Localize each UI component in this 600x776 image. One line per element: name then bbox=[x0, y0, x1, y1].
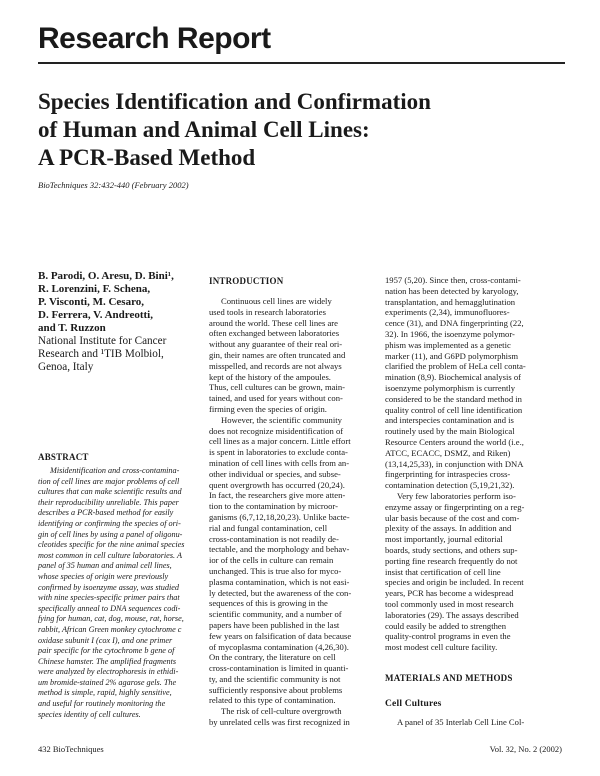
text-line: firming even the species of origin. bbox=[209, 403, 327, 414]
paragraph bbox=[209, 296, 379, 415]
text-line: nation has been detected by karyology, bbox=[385, 285, 519, 296]
abstract-line: and useful for routinely monitoring the bbox=[38, 699, 166, 709]
text-line: mination (8,9). Biochemical analysis of bbox=[385, 372, 522, 383]
text-line: On the contrary, the literature on cell bbox=[209, 652, 336, 663]
text-line: (13,14,25,33), in conjunction with DNA bbox=[385, 458, 524, 469]
affiliation-line: Genoa, Italy bbox=[38, 361, 94, 373]
text-line: isoenzyme polymorphism is currently bbox=[385, 382, 516, 393]
text-line: cence (31), and DNA fingerprinting (22, bbox=[385, 318, 524, 329]
introduction-heading: INTRODUCTION bbox=[209, 276, 284, 286]
page-footer-right: Vol. 32, No. 2 (2002) bbox=[489, 744, 562, 754]
abstract-line: pair specific for the cytochrome b gene of bbox=[38, 646, 175, 656]
author-line: D. Ferrera, V. Andreotti, bbox=[38, 309, 153, 321]
author-list bbox=[38, 270, 203, 335]
text-line: cross-contamination is limited in quanti- bbox=[209, 663, 349, 674]
title-line: Species Identification and Confirmation bbox=[38, 89, 431, 114]
abstract-line: cleotides specific for the nine animal species bbox=[38, 540, 185, 550]
text-line: few years on falsification of data because bbox=[209, 630, 352, 641]
methods-heading: MATERIALS AND METHODS bbox=[385, 673, 513, 683]
abstract-line: confirmed by isoenzyme assay, was studied bbox=[38, 582, 179, 592]
abstract-line: method is simple, rapid, highly sensitive, bbox=[38, 688, 172, 698]
page-footer-left: 432 BioTechniques bbox=[38, 744, 104, 754]
author-line: P. Visconti, M. Cesaro, bbox=[38, 296, 145, 308]
author-line: R. Lorenzini, F. Schena, bbox=[38, 283, 151, 295]
title-line: A PCR-Based Method bbox=[38, 145, 256, 170]
column-right bbox=[385, 275, 563, 653]
abstract-line: um bromide-stained 2% agarose gels. The bbox=[38, 677, 177, 687]
text-line: porting fine research frequently do not bbox=[385, 555, 518, 566]
text-line: fingerprinting for intraspecies cross- bbox=[385, 469, 511, 480]
text-line: tectable, and the morphology and behav- bbox=[209, 544, 350, 555]
author-line: and T. Ruzzon bbox=[38, 322, 106, 334]
text-line: In fact, the researchers give more atten- bbox=[209, 490, 346, 501]
text-line: kept of the history of the ampoules. bbox=[209, 371, 331, 382]
abstract-line: whose species of origin were previously bbox=[38, 571, 169, 581]
abstract-line: species identity of cell cultures. bbox=[38, 709, 141, 719]
text-line: boards, study sections, and others sup- bbox=[385, 544, 518, 555]
text-line: most importantly, journal editorial bbox=[385, 534, 503, 545]
text-line: without any guarantee of their real ori- bbox=[209, 339, 343, 350]
text-line: ganisms (6,7,12,18,20,23). Unlike bacte- bbox=[209, 511, 350, 522]
methods-text-line: A panel of 35 Interlab Cell Line Col- bbox=[397, 717, 525, 727]
text-line: mination of cell lines with cells from an- bbox=[209, 457, 350, 468]
text-line: around the world. These cell lines are bbox=[209, 317, 338, 328]
text-line: species and origin be included. In recent bbox=[385, 577, 524, 588]
text-line: clarified the problem of HeLa cell conta- bbox=[385, 361, 526, 372]
citation: BioTechniques 32:432-440 (February 2002) bbox=[38, 180, 189, 190]
text-line: marker (11), and G6PD polymorphism bbox=[385, 350, 519, 361]
paragraph bbox=[385, 491, 563, 653]
text-line: and interspecies contamination and is bbox=[385, 415, 514, 426]
abstract-line: identifying or confirming the species of ori- bbox=[38, 518, 181, 528]
text-line: misspelled, and records are not always bbox=[209, 360, 342, 371]
text-line: sufficiently responsive about problems bbox=[209, 684, 343, 695]
text-line: rial and fungal contamination, cell bbox=[209, 522, 328, 533]
abstract-line: rabbit, African Green monkey cytochrome c bbox=[38, 624, 182, 634]
paragraph bbox=[385, 275, 563, 491]
text-line: plexity of the assays. In addition and bbox=[385, 523, 512, 534]
text-line: cell lines as a major concern. Little effort bbox=[209, 436, 351, 447]
text-line: laboratories (29). The assays described bbox=[385, 609, 519, 620]
abstract-line: tion of cell lines are major problems of cell bbox=[38, 476, 180, 486]
text-line: quent overgrowth has occurred (20,24). bbox=[209, 479, 345, 490]
affiliation bbox=[38, 335, 203, 374]
abstract-line: describes a PCR-based method for easily bbox=[38, 508, 174, 518]
author-line: B. Parodi, O. Aresu, D. Bini¹, bbox=[38, 270, 174, 282]
paper-title bbox=[38, 88, 558, 172]
text-line: tion to the contamination by microor- bbox=[209, 501, 338, 512]
text-line: plasma contamination, which is not easi- bbox=[209, 576, 350, 587]
text-line: enzyme assay or fingerprinting on a reg- bbox=[385, 501, 525, 512]
text-line: cross-contamination is not readily de- bbox=[209, 533, 339, 544]
text-line: ATCC, ECACC, DSMZ, and Riken) bbox=[385, 447, 511, 458]
text-line: ly detected, but the awareness of the con- bbox=[209, 587, 352, 598]
text-line: other individual or species, and subse- bbox=[209, 468, 341, 479]
abstract-line: panel of 35 human and animal cell lines, bbox=[38, 561, 172, 571]
text-line: quality-control programs in even the bbox=[385, 631, 511, 642]
text-line: of mycoplasma contamination (4,26,30). bbox=[209, 641, 349, 652]
text-line: sequences of this is growing in the bbox=[209, 598, 328, 609]
text-line: Thus, cell cultures can be grown, main- bbox=[209, 382, 346, 393]
title-line: of Human and Animal Cell Lines: bbox=[38, 117, 370, 142]
text-line: scientific community, and a number of bbox=[209, 609, 342, 620]
text-line: gin, their names are often truncated and bbox=[209, 349, 346, 360]
text-line: most modest cell culture facility. bbox=[385, 642, 498, 653]
text-line: could easily be added to strengthen bbox=[385, 620, 506, 631]
abstract-line: most common in cell culture laboratories. A bbox=[38, 550, 182, 560]
text-line: 32). In 1966, the isoenzyme polymor- bbox=[385, 328, 515, 339]
text-line: tained, and used for years without con- bbox=[209, 393, 343, 404]
text-line: related to this type of contamination. bbox=[209, 695, 336, 706]
text-line: papers have been published in the last bbox=[209, 619, 340, 630]
section-label: Research Report bbox=[38, 22, 271, 55]
affiliation-line: National Institute for Cancer bbox=[38, 335, 167, 347]
text-line: quality control of cell line identification bbox=[385, 404, 523, 415]
text-line: is spent in laboratories to exclude conta- bbox=[209, 447, 348, 458]
text-line: transplantation, and hemagglutination bbox=[385, 296, 516, 307]
text-line: used tools in research laboratories bbox=[209, 306, 326, 317]
text-line: The risk of cell-culture overgrowth bbox=[221, 706, 342, 717]
text-line: Continuous cell lines are widely bbox=[221, 296, 332, 306]
abstract-line: oxidase subunit I (cox I), and one primer bbox=[38, 635, 173, 645]
text-line: does not recognize misidentification of bbox=[209, 425, 344, 436]
affiliation-line: Research and ¹TIB Molbiol, bbox=[38, 348, 164, 360]
text-line: insist that certification of cell line bbox=[385, 566, 501, 577]
text-line: However, the scientific community bbox=[221, 414, 342, 425]
text-line: often exchanged between laboratories bbox=[209, 328, 340, 339]
text-line: ior of the cells in culture can remain bbox=[209, 555, 334, 566]
text-line: ty, and the scientific community is not bbox=[209, 673, 341, 684]
cell-cultures-subheading: Cell Cultures bbox=[385, 699, 442, 709]
text-line: phism was implemented as a genetic bbox=[385, 339, 511, 350]
text-line: experiments (2,34), immunofluores- bbox=[385, 307, 510, 318]
text-line: routinely used by the main Biological bbox=[385, 426, 515, 437]
text-line: unchanged. This is true also for myco- bbox=[209, 565, 342, 576]
abstract-line: Misidentification and cross-contamina- bbox=[50, 466, 180, 475]
column-middle bbox=[209, 296, 379, 728]
abstract-heading: ABSTRACT bbox=[38, 452, 89, 462]
text-line: by unrelated cells was first recognized in bbox=[209, 717, 350, 728]
abstract-line: their reproducibility unreliable. This paper bbox=[38, 497, 179, 507]
paragraph bbox=[209, 415, 379, 707]
text-line: considered to be the standard method in bbox=[385, 393, 522, 404]
text-line: Very few laboratories perform iso- bbox=[397, 490, 516, 501]
abstract-line: were analyzed by electrophoresis in ethidi- bbox=[38, 667, 179, 677]
header-rule bbox=[38, 62, 565, 64]
paragraph bbox=[209, 706, 379, 728]
abstract-line: Chinese hamster. The amplified fragments bbox=[38, 656, 177, 666]
abstract-line: with nine species-specific primer pairs that bbox=[38, 593, 180, 603]
abstract-text bbox=[38, 466, 200, 720]
text-line: years, PCR has become a widespread bbox=[385, 588, 514, 599]
text-line: tool commonly used in most research bbox=[385, 598, 514, 609]
text-line: Resource Centers around the world (i.e., bbox=[385, 436, 524, 447]
abstract-line: specifically anneal to DNA sequences codi- bbox=[38, 603, 181, 613]
abstract-line: gin of cell lines by using a panel of oligonu- bbox=[38, 529, 183, 539]
text-line: contamination detection (5,19,21,32). bbox=[385, 480, 515, 491]
abstract-line: cultures that can make scientific results and bbox=[38, 487, 182, 497]
abstract-line: fying for human, cat, dog, mouse, rat, horse, bbox=[38, 614, 184, 624]
text-line: ular basis because of the cost and com- bbox=[385, 512, 520, 523]
text-line: 1957 (5,20). Since then, cross-contami- bbox=[385, 275, 521, 285]
